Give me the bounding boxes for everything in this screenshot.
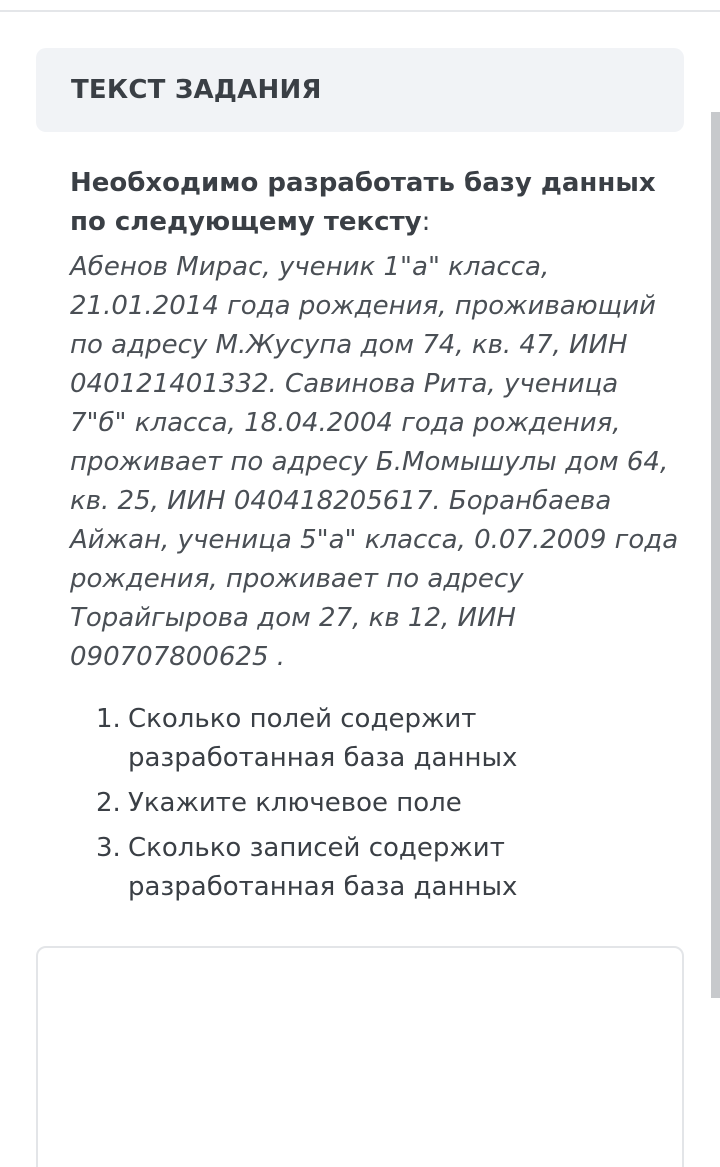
- question-text: Сколько полей содержит разработанная база данных: [128, 704, 518, 773]
- question-item: [90, 829, 690, 907]
- scrollbar[interactable]: [711, 112, 720, 998]
- question-item: [90, 700, 690, 778]
- task-heading-text: Необходимо разработать базу данных по следующему тексту: [70, 168, 656, 237]
- question-number: 1.: [96, 704, 121, 734]
- question-item: [90, 784, 690, 823]
- task-header-card: [36, 48, 684, 132]
- question-text: Сколько записей содержит разработанная база данных: [128, 833, 518, 902]
- question-number: 3.: [96, 833, 121, 863]
- question-list: [90, 700, 690, 913]
- answer-input-box[interactable]: [36, 946, 684, 1167]
- question-text: Укажите ключевое поле: [128, 788, 462, 818]
- task-header-title: ТЕКСТ ЗАДАНИЯ: [71, 75, 322, 105]
- task-body-text: Абенов Мирас, ученик 1"а" класса, 21.01.2014 года рождения, проживающий по адресу М.Жусупа дом 74, кв. 47, ИИН 040121401332. Савинова Рита, ученица 7"б" класса, 18.04.2004 года рождения, проживает по адресу Б.Момышулы дом 64, кв. 25, ИИН 040418205617. Боранбаева Айжан, ученица 5"а" класса, 0.07.2009 года рождения, проживает по адресу Торайгырова дом 27, кв 12, ИИН 090707800625 .: [70, 252, 679, 672]
- task-heading: [70, 164, 680, 242]
- question-number: 2.: [96, 788, 121, 818]
- top-divider: [0, 10, 720, 12]
- task-heading-colon: :: [421, 207, 431, 237]
- task-content: [70, 164, 680, 677]
